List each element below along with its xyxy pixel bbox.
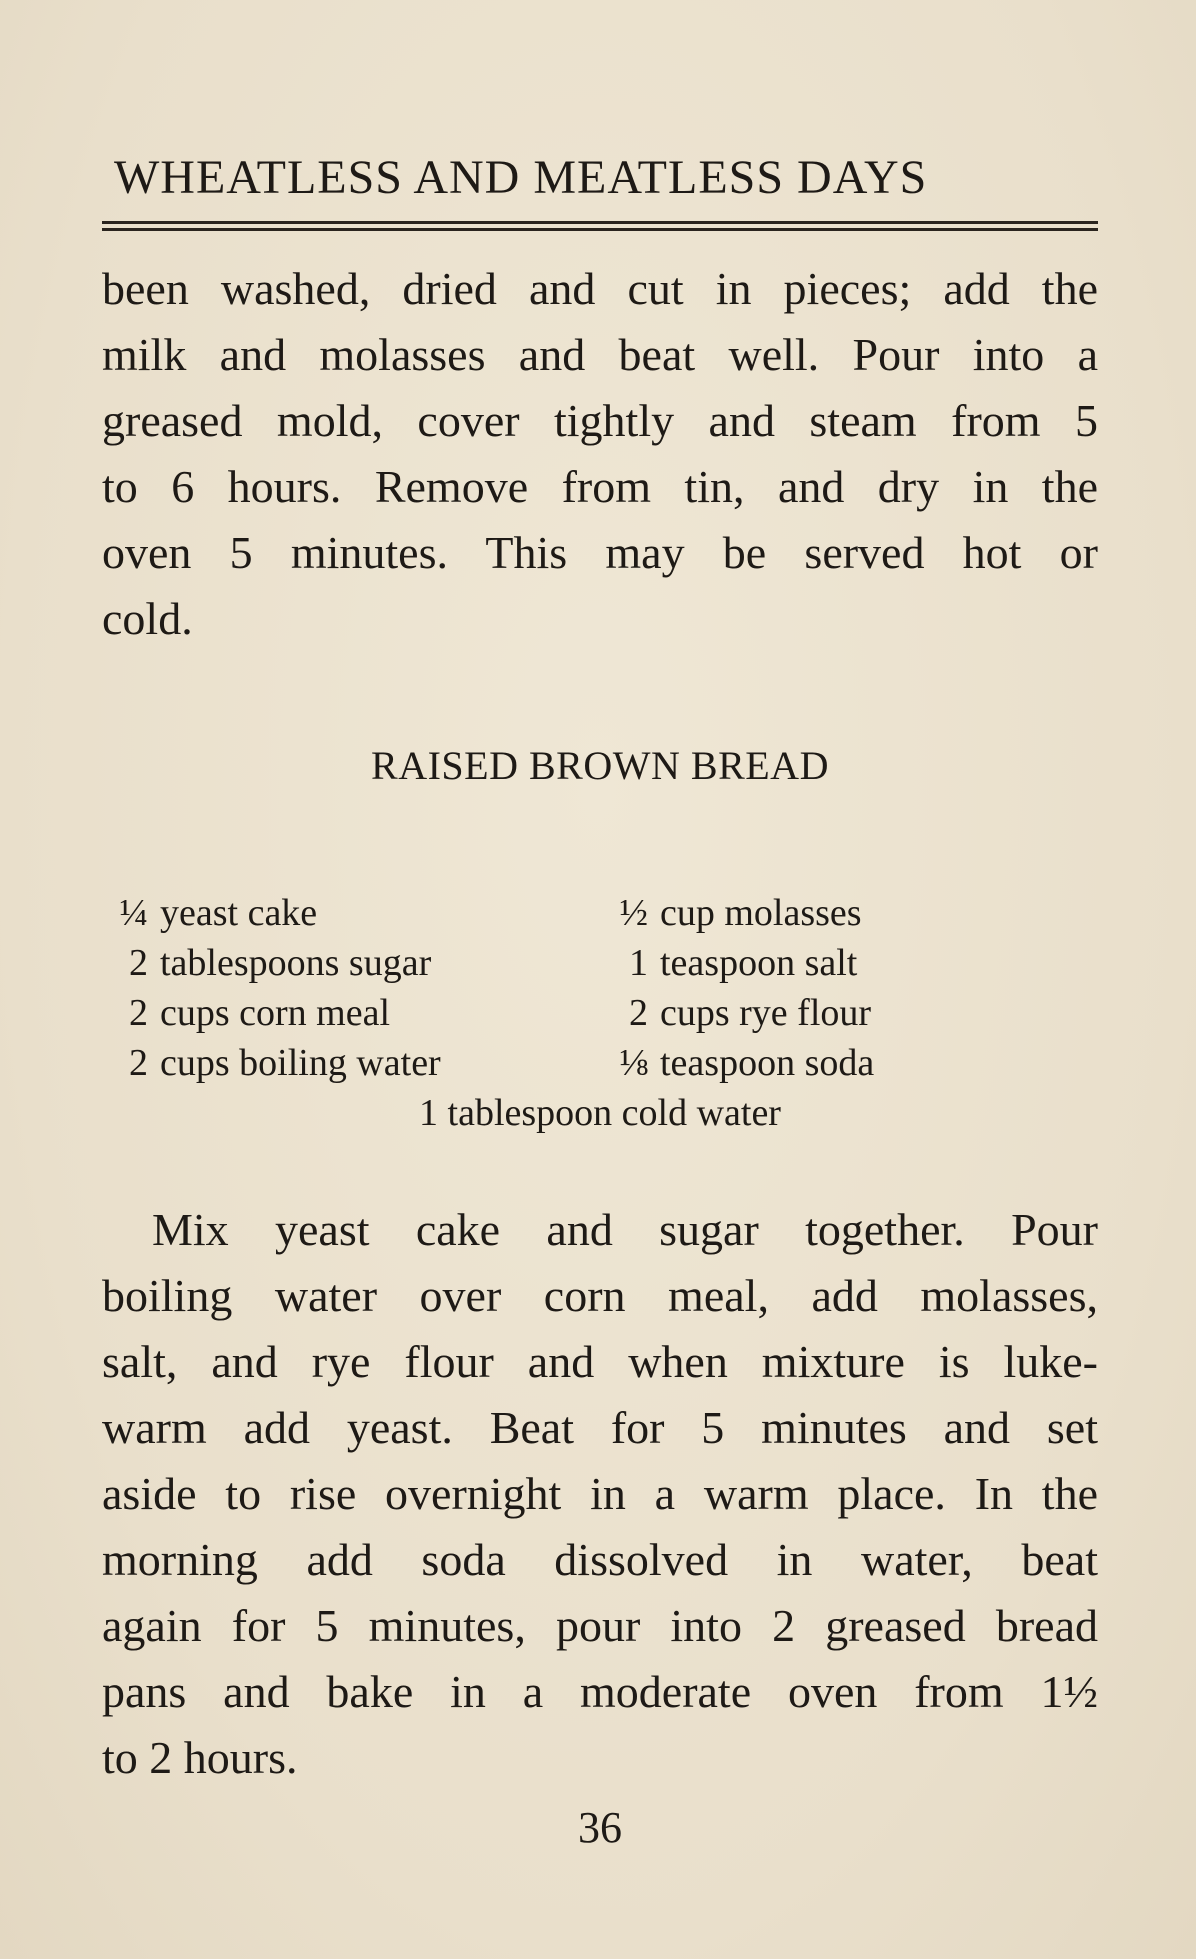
ingredient-item-centered: 1 tablespoon cold water — [419, 1092, 781, 1134]
ingredient-item — [102, 988, 532, 1038]
text-line: been washed, dried and cut in pieces; add the — [102, 263, 1098, 314]
ingredient-item — [602, 1038, 1098, 1088]
running-head: WHEATLESS AND MEATLESS DAYS — [114, 151, 928, 204]
ingredient-quantity: 2 — [629, 992, 648, 1034]
text-line: milk and molasses and beat well. Pour into a — [102, 329, 1098, 380]
text-line: morning add soda dissolved in water, beat — [102, 1534, 1098, 1585]
text-line: boiling water over corn meal, add molasses, — [102, 1270, 1098, 1321]
ingredient-name: teaspoon soda — [660, 1042, 875, 1084]
text-line: aside to rise overnight in a warm place. In the — [102, 1468, 1098, 1519]
page-number: 36 — [578, 1803, 622, 1852]
ingredient-list — [102, 888, 1098, 1138]
ingredient-quantity: 1 — [629, 942, 648, 984]
recipe-directions — [102, 1197, 1098, 1791]
header-double-rule — [102, 221, 1098, 235]
book-page — [102, 0, 1098, 1959]
text-line: greased mold, cover tightly and steam from 5 — [102, 395, 1098, 446]
ingredient-quantity: 2 — [129, 1042, 148, 1084]
ingredient-name: cups rye flour — [660, 992, 872, 1034]
text-line: oven 5 minutes. This may be served hot or — [102, 527, 1098, 578]
text-line: Mix yeast cake and sugar together. Pour — [152, 1204, 1098, 1255]
ingredient-name: cup molasses — [660, 892, 862, 934]
ingredient-row — [102, 1038, 1098, 1088]
ingredient-item — [102, 888, 532, 938]
text-line: warm add yeast. Beat for 5 minutes and set — [102, 1402, 1098, 1453]
ingredient-quantity: ⅛ — [619, 1042, 648, 1084]
ingredient-quantity: ¼ — [119, 892, 148, 934]
ingredient-row — [102, 988, 1098, 1038]
text-line: pans and bake in a moderate oven from 1½ — [102, 1666, 1098, 1717]
text-line: cold. — [102, 593, 193, 644]
ingredient-name: yeast cake — [160, 892, 318, 934]
ingredient-row — [102, 938, 1098, 988]
ingredient-row — [102, 888, 1098, 938]
text-line: again for 5 minutes, pour into 2 greased bread — [102, 1600, 1098, 1651]
ingredient-row — [102, 1088, 1098, 1138]
text-line: to 6 hours. Remove from tin, and dry in the — [102, 461, 1098, 512]
ingredient-item — [102, 1038, 532, 1088]
ingredient-name: tablespoons sugar — [160, 942, 432, 984]
header-rule-bottom — [102, 228, 1098, 231]
ingredient-name: cups boiling water — [160, 1042, 441, 1084]
ingredient-quantity: 2 — [129, 942, 148, 984]
ingredient-item — [102, 938, 532, 988]
ingredient-item — [602, 988, 1098, 1038]
recipe-title: RAISED BROWN BREAD — [371, 743, 829, 788]
ingredient-item — [602, 888, 1098, 938]
ingredient-quantity: 2 — [129, 992, 148, 1034]
ingredient-item — [602, 938, 1098, 988]
text-line: to 2 hours. — [102, 1732, 298, 1783]
ingredient-name: teaspoon salt — [660, 942, 858, 984]
continued-paragraph — [102, 256, 1098, 652]
ingredient-name: cups corn meal — [160, 992, 391, 1034]
ingredient-quantity: ½ — [619, 892, 648, 934]
header-rule-top — [102, 221, 1098, 224]
text-line: salt, and rye flour and when mixture is luke- — [102, 1336, 1098, 1387]
